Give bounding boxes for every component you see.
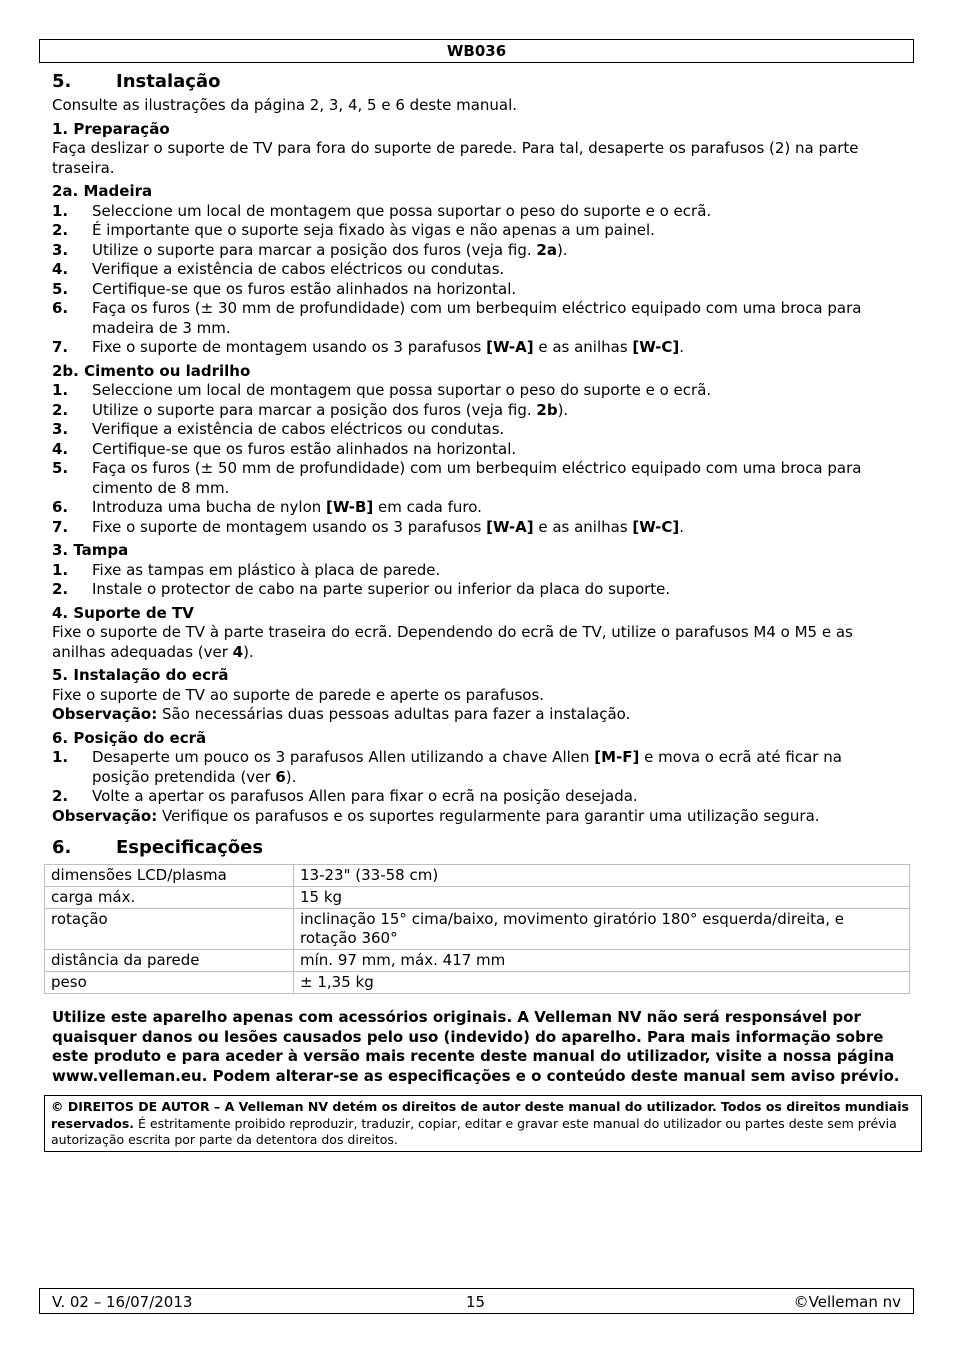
text-run: e mova o ecrã até ficar na posição pretendida (ver <box>92 748 842 786</box>
text-run: Fixe o suporte de montagem usando os 3 parafusos <box>92 338 487 356</box>
prep-text: Faça deslizar o suporte de TV para fora do suporte de parede. Para tal, desaperte os parafusos (2) na parte traseira. <box>52 139 859 177</box>
step-item <box>52 381 902 401</box>
text-run: Faça os furos (± 50 mm de profundidade) com um berbequim eléctrico equipado com uma broca para cimento de 8 mm. <box>92 459 862 497</box>
step-item <box>52 280 902 300</box>
copyright-bold: © DIREITOS DE AUTOR – A Velleman NV detém os direitos de autor deste manual do utilizador. Todos os direitos mundiais reservados. <box>51 1099 909 1131</box>
step-text <box>92 787 902 807</box>
step-text <box>92 498 902 518</box>
screen-note <box>52 705 902 725</box>
step-text <box>92 280 902 300</box>
text-run: Instale o protector de cabo na parte superior ou inferior da placa do suporte. <box>92 580 671 598</box>
text-run: em cada furo. <box>373 498 482 516</box>
step-number: 4. <box>52 260 69 278</box>
text-run: É importante que o suporte seja fixado às vigas e não apenas a um painel. <box>92 221 655 239</box>
section-number: 6. <box>52 837 72 858</box>
text-run: Introduza uma bucha de nylon <box>92 498 327 516</box>
step-text <box>92 748 902 787</box>
subsection-title: 1. Preparação <box>52 119 170 138</box>
table-row <box>45 972 910 994</box>
text-run: e as anilhas <box>533 338 633 356</box>
text-run: Utilize o suporte para marcar a posição dos furos (veja fig. <box>92 240 537 259</box>
note-text: Verifique os parafusos e os suportes regularmente para garantir uma utilização segura. <box>157 806 820 825</box>
text-run: Fixe as tampas em plástico à placa de parede. <box>92 560 441 579</box>
table-row <box>45 865 910 887</box>
step-text <box>92 260 902 280</box>
step-number: 6. <box>52 498 69 516</box>
note-label: Observação: <box>52 705 158 723</box>
step-number: 4. <box>52 439 69 458</box>
page-number: 15 <box>466 1293 486 1311</box>
spec-key: rotação <box>45 909 294 950</box>
part-ref: [W-C] <box>632 338 680 356</box>
step-number: 7. <box>52 338 69 356</box>
text-run: e as anilhas <box>533 517 633 536</box>
version-date: V. 02 – 16/07/2013 <box>52 1293 193 1311</box>
company-credit: ©Velleman nv <box>793 1293 901 1311</box>
spec-value: 13-23" (33-58 cm) <box>294 865 910 887</box>
step-item <box>52 299 902 338</box>
step-number: 2. <box>52 787 69 805</box>
step-text <box>92 241 902 261</box>
text-run: ). <box>556 240 568 259</box>
spec-key: dimensões LCD/plasma <box>45 865 294 887</box>
step-text <box>92 202 902 222</box>
spec-key: peso <box>45 972 294 994</box>
step-text <box>92 401 902 421</box>
step-text <box>92 580 902 600</box>
step-item <box>52 420 902 440</box>
figure-ref: 4 <box>232 642 244 661</box>
cap-steps <box>52 561 902 600</box>
concrete-steps <box>52 381 902 537</box>
step-item <box>52 221 902 241</box>
step-item <box>52 260 902 280</box>
step-number: 2. <box>52 580 69 598</box>
text-run: Seleccione um local de montagem que possa suportar o peso do suporte e o ecrã. <box>92 381 712 399</box>
step-item <box>52 518 902 538</box>
note-text: São necessárias duas pessoas adultas para fazer a instalação. <box>157 705 631 723</box>
model-code: WB036 <box>446 42 507 60</box>
step-text <box>92 420 902 440</box>
section-number: 5. <box>52 71 72 92</box>
step-number: 2. <box>52 221 69 239</box>
figure-ref: 2b <box>536 400 558 419</box>
text-run: Fixe o suporte de montagem usando os 3 parafusos <box>92 517 487 536</box>
spec-key: distância da parede <box>45 950 294 972</box>
section-heading-installation <box>52 70 902 94</box>
page-footer <box>39 1288 914 1314</box>
text-run: Desaperte um pouco os 3 parafusos Allen utilizando a chave Allen <box>92 748 595 766</box>
step-item <box>52 401 902 421</box>
step-number: 3. <box>52 240 69 259</box>
table-row <box>45 950 910 972</box>
spec-value: 15 kg <box>294 887 910 909</box>
step-text <box>92 518 902 538</box>
text-run: . <box>679 338 685 356</box>
text-run: . <box>679 517 685 536</box>
specifications-table <box>44 864 910 994</box>
subsection-title: 4. Suporte de TV <box>52 603 194 622</box>
part-ref: [W-A] <box>486 517 534 536</box>
part-ref: [W-C] <box>632 517 680 536</box>
section-title: Instalação <box>116 71 221 92</box>
step-item <box>52 498 902 518</box>
step-number: 5. <box>52 279 69 298</box>
step-item <box>52 459 902 498</box>
step-item <box>52 241 902 261</box>
text-run: ). <box>243 642 254 661</box>
text-run: Volte a apertar os parafusos Allen para fixar o ecrã na posição desejada. <box>92 787 638 805</box>
copyright-box <box>44 1095 922 1152</box>
section-heading-specifications <box>52 836 902 860</box>
wood-steps <box>52 202 902 358</box>
position-steps <box>52 748 902 807</box>
text-run: ). <box>285 767 297 786</box>
step-text <box>92 459 902 498</box>
step-item <box>52 440 902 460</box>
text-run: Utilize o suporte para marcar a posição dos furos (veja fig. <box>92 400 537 419</box>
text-run: Fixe o suporte de TV à parte traseira do ecrã. Dependendo do ecrã de TV, utilize o parafusos M4 o M5 e as anilhas adequadas (ver <box>52 623 853 661</box>
table-row <box>45 887 910 909</box>
text-run: Faça os furos (± 30 mm de profundidade) com um berbequim eléctrico equipado com uma broca para madeira de 3 mm. <box>92 299 862 337</box>
step-item <box>52 580 902 600</box>
step-item <box>52 748 902 787</box>
step-number: 5. <box>52 459 69 477</box>
part-ref: [M-F] <box>594 748 640 766</box>
step-number: 7. <box>52 517 69 536</box>
main-content <box>51 70 909 1152</box>
copyright-text: É estritamente proibido reproduzir, traduzir, copiar, editar e gravar este manual do utilizador ou partes deste sem prévia autorização escrita por parte da detentora dos direitos. <box>51 1115 897 1147</box>
text-run: Seleccione um local de montagem que possa suportar o peso do suporte e o ecrã. <box>92 201 712 220</box>
step-number: 3. <box>52 420 69 438</box>
step-number: 6. <box>52 299 69 317</box>
step-text <box>92 561 902 581</box>
step-number: 1. <box>52 560 69 579</box>
install-intro: Consulte as ilustrações da página 2, 3, 4, 5 e 6 deste manual. <box>52 96 518 114</box>
spec-value: mín. 97 mm, máx. 417 mm <box>294 950 910 972</box>
spec-key: carga máx. <box>45 887 294 909</box>
table-row <box>45 909 910 950</box>
warning-paragraph: Utilize este aparelho apenas com acessórios originais. A Velleman NV não será responsável por quaisquer danos ou lesões causados pelo uso (indevido) do aparelho. Para mais informação sobre este produto e para aceder à versão mais recente deste manual do utilizador, visite a nossa página www.velleman.eu. Podem alterar-se as especificações e o conteúdo deste manual sem aviso prévio. <box>52 1008 900 1085</box>
note-label: Observação: <box>52 806 158 825</box>
step-text <box>92 440 902 460</box>
figure-ref: 6 <box>275 767 286 786</box>
text-run: Certifique-se que os furos estão alinhados na horizontal. <box>92 279 517 298</box>
step-number: 1. <box>52 201 69 220</box>
step-item <box>52 202 902 222</box>
part-ref: [W-A] <box>486 338 534 356</box>
step-item <box>52 338 902 358</box>
subsection-title: 3. Tampa <box>52 541 129 559</box>
section-title: Especificações <box>116 837 264 858</box>
step-number: 1. <box>52 748 69 766</box>
step-text <box>92 221 902 241</box>
text-run: Certifique-se que os furos estão alinhados na horizontal. <box>92 439 517 458</box>
figure-ref: 2a <box>536 240 557 259</box>
subsection-title: 5. Instalação do ecrã <box>52 666 229 684</box>
text-run: Verifique a existência de cabos eléctricos ou condutas. <box>92 420 505 438</box>
screen-text: Fixe o suporte de TV ao suporte de parede e aperte os parafusos. <box>52 685 545 704</box>
text-run: ). <box>557 400 569 419</box>
step-item <box>52 561 902 581</box>
step-text <box>92 299 902 338</box>
subsection-title: 2b. Cimento ou ladrilho <box>52 361 251 380</box>
text-run: Verifique a existência de cabos eléctricos ou condutas. <box>92 260 505 278</box>
spec-value: ± 1,35 kg <box>294 972 910 994</box>
page-header <box>39 39 914 63</box>
step-text <box>92 381 902 401</box>
part-ref: [W-B] <box>326 498 374 516</box>
spec-value: inclinação 15° cima/baixo, movimento giratório 180° esquerda/direita, e rotação 360° <box>294 909 910 950</box>
position-note <box>52 807 902 827</box>
step-item <box>52 787 902 807</box>
subsection-title: 6. Posição do ecrã <box>52 728 207 747</box>
step-text <box>92 338 902 358</box>
step-number: 1. <box>52 381 69 399</box>
step-number: 2. <box>52 400 69 419</box>
subsection-title: 2a. Madeira <box>52 182 153 200</box>
tvmount-text <box>52 623 902 662</box>
